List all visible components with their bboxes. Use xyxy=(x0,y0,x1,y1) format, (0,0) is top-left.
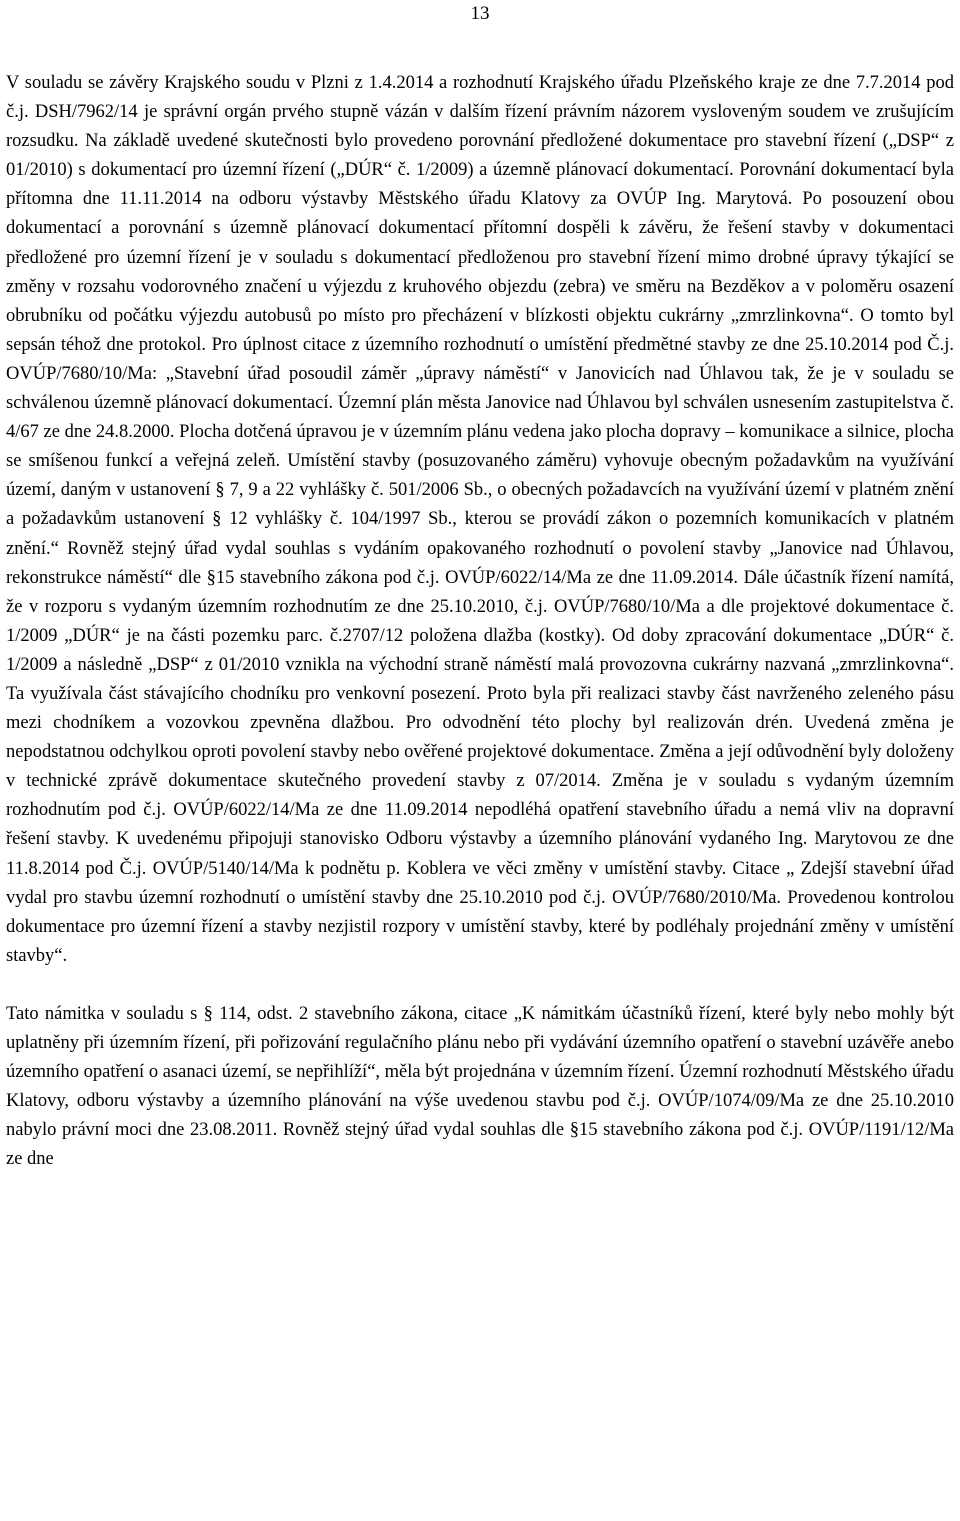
paragraph-objection: Tato námitka v souladu s § 114, odst. 2 stavebního zákona, citace „K námitkám účastníků řízení, které byly nebo mohly být uplatněny při územním řízení, při pořizování regulačního plánu nebo při vydávání územního opatření o stavební uzávěře anebo územního opatření o asanaci území, se nepřihlíží“, měla být projednána v územním řízení. Územní rozhodnutí Městského úřadu Klatovy, odboru výstavby a územního plánování na výše uvedenou stavbu pod č.j. OVÚP/1074/09/Ma ze dne 25.10.2010 nabylo právní moci dne 23.08.2011. Rovněž stejný úřad vydal souhlas dle §15 stavebního zákona pod č.j. OVÚP/1191/12/Ma ze dne xyxy=(6,1003,954,1170)
paragraph-decision-comparison: V souladu se závěry Krajského soudu v Plzni z 1.4.2014 a rozhodnutí Krajského úřadu Plzeňského kraje ze dne 7.7.2014 pod č.j. DSH/7962/14 je správní orgán prvého stupně vázán v dalším řízení právním názorem vysloveným soudem ve zrušujícím rozsudku. Na základě uvedené skutečnosti bylo provedeno porovnání předložené dokumentace pro stavební řízení („DSP“ z 01/2010) s dokumentací pro územní řízení („DÚR“ č. 1/2009) a územně plánovací dokumentací. Porovnání dokumentací byla přítomna dne 11.11.2014 na odboru výstavby Městského úřadu Klatovy za OVÚP Ing. Marytová. Po posouzení obou dokumentací a porovnání s územně plánovací dokumentací přítomní dospěli k závěru, že řešení stavby v dokumentaci předložené pro územní řízení je v souladu s dokumentací předloženou pro stavební řízení mimo drobné úpravy týkající se změny v rozsahu vodorovného značení u výjezdu z kruhového objezdu (zebra) ve směru na Bezděkov a v poloměru osazení obrubníku od počátku výjezdu autobusů po místo pro přecházení v blízkosti objektu cukrárny „zmrzlinkovna“. O tomto byl sepsán téhož dne protokol. Pro úplnost citace z územního rozhodnutí o umístění předmětné stavby ze dne 25.10.2014 pod Č.j. OVÚP/7680/10/Ma: „Stavební úřad posoudil záměr „úpravy náměstí“ v Janovicích nad Úhlavou tak, že je v souladu se schválenou územně plánovací dokumentací. Územní plán města Janovice nad Úhlavou byl schválen usnesením zastupitelstva č. 4/67 ze dne 24.8.2000. Plocha dotčená úpravou je v územním plánu vedena jako plocha dopravy – komunikace a silnice, plocha se smíšenou funkcí a veřejná zeleň. Umístění stavby (posuzovaného záměru) vyhovuje obecným požadavkům na využívání území, daným v ustanovení § 7, 9 a 22 vyhlášky č. 501/2006 Sb., o obecných požadavcích na využívání území v platném znění a požadavkům ustanovení § 12 vyhlášky č. 104/1997 Sb., kterou se provádí zákon o pozemních komunikacích v platném znění.“ Rovněž stejný úřad vydal souhlas s vydáním opakovaného rozhodnutí o povolení stavby „Janovice nad Úhlavou, rekonstrukce náměstí“ dle §15 stavebního zákona pod č.j. OVÚP/6022/14/Ma ze dne 11.09.2014. Dále účastník řízení namítá, že v rozporu s vydaným územním rozhodnutím ze dne 25.10.2010, č.j. OVÚP/7680/10/Ma a dle projektové dokumentace č. 1/2009 „DÚR“ je na části pozemku parc. č.2707/12 položena dlažba (kostky). Od doby zpracování dokumentace „DÚR“ č. 1/2009 a následně „DSP“ z 01/2010 vznikla na východní straně náměstí malá provozovna cukrárny nazvaná „zmrzlinkovna“. Ta využívala část stávajícího chodníku pro venkovní posezení. Proto byla při realizaci stavby část navrženého zeleného pásu mezi chodníkem a vozovkou zpevněna dlažbou. Pro odvodnění této plochy byl realizován drén. Uvedená změna je nepodstatnou odchylkou oproti povolení stavby nebo ověřené projektové dokumentace. Změna a její odůvodnění byly doloženy v technické zprávě dokumentace skutečného provedení stavby z 07/2014. Změna je v souladu s vydaným územním rozhodnutím pod č.j. OVÚP/6022/14/Ma ze dne 11.09.2014 nepodléhá opatření stavebního úřadu a nemá vliv na dopravní řešení stavby. K uvedenému připojuji stanovisko Odboru výstavby a územního plánování vydaného Ing. Marytovou ze dne 11.8.2014 pod Č.j. OVÚP/5140/14/Ma k podnětu p. Koblera ve věci změny v umístění stavby. Citace „ Zdejší stavební úřad vydal pro stavbu územní rozhodnutí o umístění stavby dne 25.10.2010 pod č.j. OVÚP/7680/2010/Ma. Provedenou kontrolou dokumentace pro územní řízení a stavby nezjistil rozpory v umístění stavby, které by podléhaly projednání změny v umístění stavby“. xyxy=(6,73,954,966)
document-body xyxy=(6,69,954,1174)
page-number: 13 xyxy=(470,3,490,24)
